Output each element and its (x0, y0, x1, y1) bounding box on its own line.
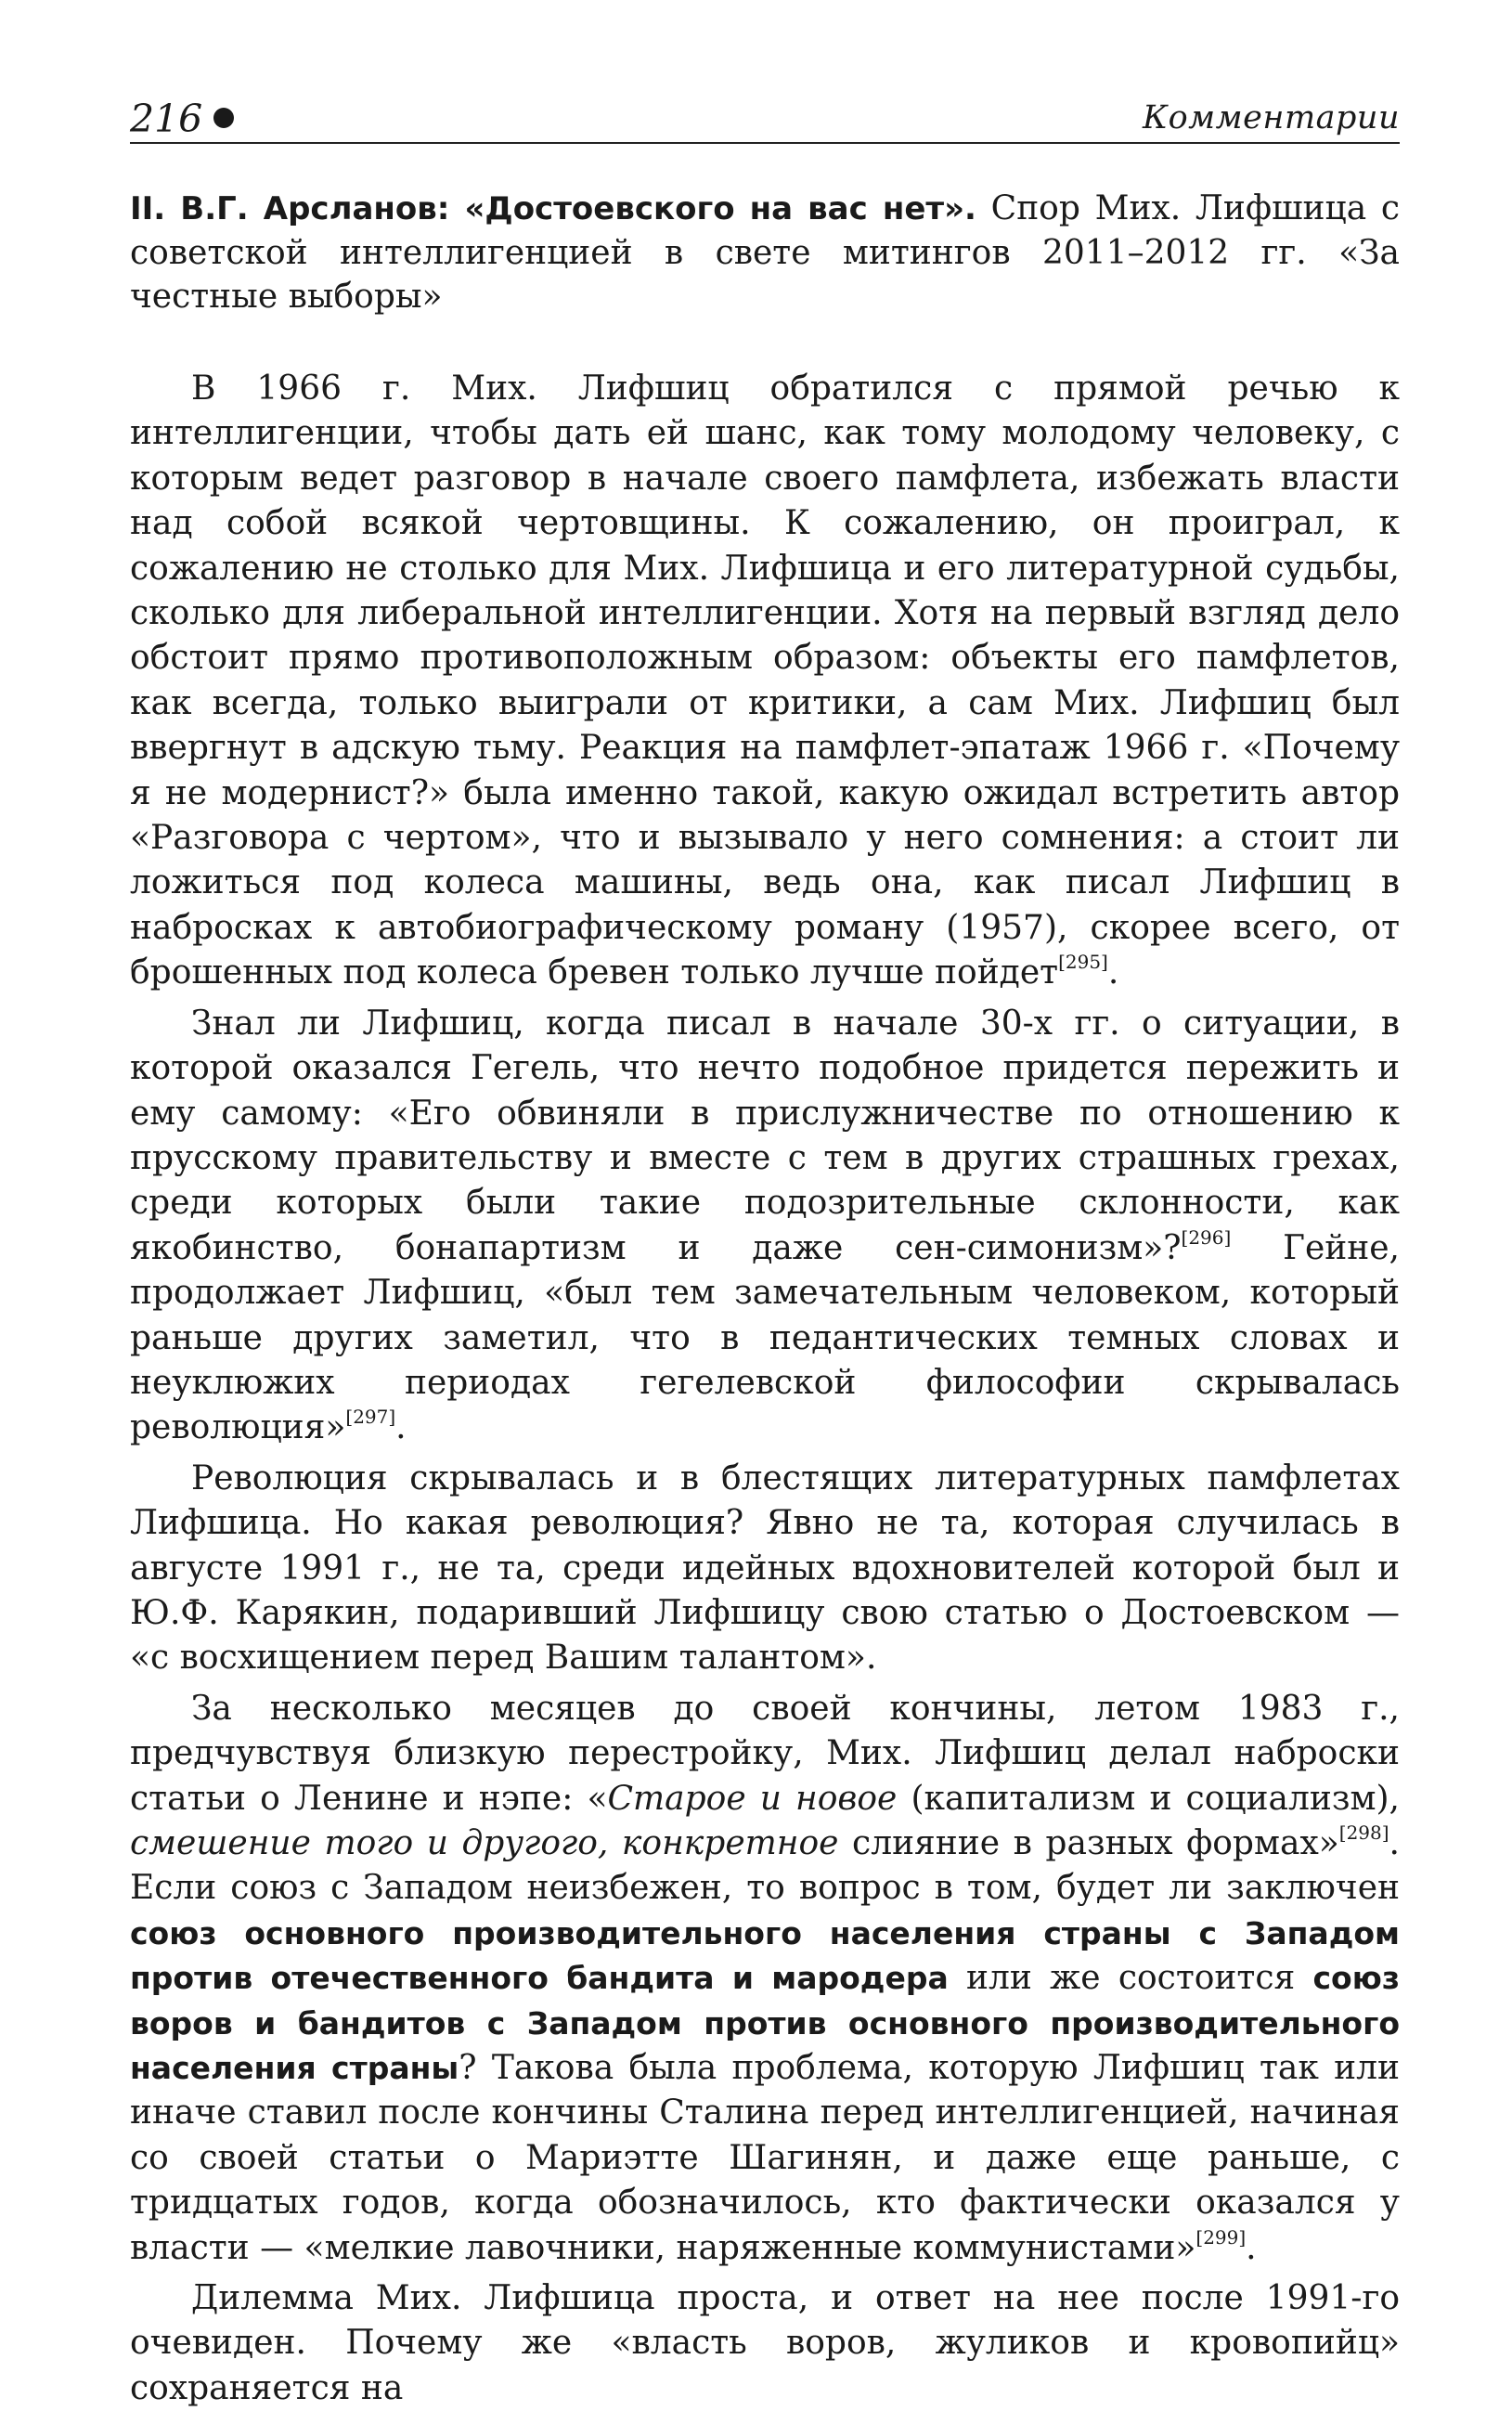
footnote-ref-299: [299] (1195, 2225, 1247, 2249)
footnote-ref-296: [296] (1181, 1225, 1232, 1249)
paragraph-1: В 1966 г. Мих. Лифшиц обратился с прямой речью к интеллигенции, чтобы дать ей шанс, как тому молодому человеку, с которым ведет разговор в начале своего памфлета, избежать власти над собой всякой чертовщины. К сожалению, он проиграл, к сожалению не столько для Мих. Лифшица и его литературной судьбы, сколько для либеральной интеллигенции. Хотя на первый взгляд дело обстоит прямо противоположным образом: объекты его памфлетов, как всегда, только выиграли от критики, а сам Мих. Лифшиц был ввергнут в адскую тьму. Реакция на памфлет-эпатаж 1966 г. «Почему я не модернист?» была именно такой, какую ожидал встретить автор «Разговора с чертом», что и вызывало у него сомнения: а стоит ли ложиться под колеса машины, ведь она, как писал Лифшиц в набросках к автобиографическому роману (1957), скорее всего, от брошенных под колеса бревен только лучше пойдет[295]. (130, 369, 1400, 992)
body-text (130, 367, 1400, 2411)
section-heading (130, 187, 1400, 318)
running-title: Комментарии (1142, 99, 1400, 136)
bold-phrase-2: союз воров и бандитов с Западом против основного производительного населения страны (130, 1960, 1400, 2087)
italic-phrase-2: смешение того и другого, конкретное (130, 1824, 839, 1862)
page-number: 216 (130, 100, 234, 138)
paragraph-5: Дилемма Мих. Лифшица проста, и ответ на нее после 1991-го очевиден. Почему же «власть воров, жуликов и кровопийц» сохраняется на (130, 2279, 1400, 2407)
bold-phrase-1: союз основного производительного населения страны с Западом против отечественного бандита и мародера (130, 1914, 1400, 1997)
paragraph-4: За несколько месяцев до своей кончины, летом 1983 г., предчувствуя близкую перестройку, Мих. Лифшиц делал наброски статьи о Ленине и нэпе: «Старое и новое (капитализм и социализм), смешение того и другого, конкретное слияние в разных формах»[298]. Если союз с Западом неизбежен, то вопрос в том, будет ли заключен союз основного производительного населения страны с Западом против отечественного бандита и мародера или же состоится союз воров и бандитов с Западом против основного производительного населения страны? Такова была проблема, которую Лифшиц так или иначе ставил после кончины Сталина перед интеллигенцией, начиная со своей статьи о Мариэтте Шагинян, и даже еще раньше, с тридцатых годов, когда обозначилось, кто фактически оказался у власти — «мелкие лавочники, наряженные коммунистами»[299]. (130, 1689, 1400, 2267)
section-heading-lead: II. В.Г. Арсланов: «Достоевского на вас нет». (130, 190, 976, 227)
footnote-ref-297: [297] (345, 1406, 396, 1429)
footnote-ref-298: [298] (1338, 1821, 1389, 1844)
page-header (130, 88, 1400, 144)
paragraph-2: Знал ли Лифшиц, когда писал в начале 30-х гг. о ситуации, в которой оказался Гегель, что нечто подобное придется пережить и ему самому: «Его обвиняли в прислужничестве по отношению к прусскому правительству и вместе с тем в других страшных грехах, среди которых были такие подозрительные склонности, как якобинство, бонапартизм и даже сен-симонизм»?[296] Гейне, продолжает Лифшиц, «был тем замечательным человеком, который раньше других заметил, что в педантических темных словах и неуклюжих периодах гегелевской философии скрывалась революция»[297]. (130, 1004, 1400, 1447)
paragraph-3: Революция скрывалась и в блестящих литературных памфлетах Лифшица. Но какая революция? Явно не та, которая случилась в августе 1991 г., не та, среди идейных вдохновителей которой был и Ю.Ф. Карякин, подаривший Лифшицу свою статью о Достоевском — «с восхищением перед Вашим талантом». (130, 1458, 1400, 1678)
footnote-ref-295: [295] (1058, 951, 1108, 974)
bullet-icon (213, 108, 234, 128)
section-heading-rest: Спор Мих. Лифшица с советской интеллигенцией в свете митингов 2011–2012 гг. «За честные выборы» (130, 189, 1400, 316)
italic-phrase-1: Старое и новое (607, 1779, 898, 1818)
book-page (130, 88, 1400, 2411)
